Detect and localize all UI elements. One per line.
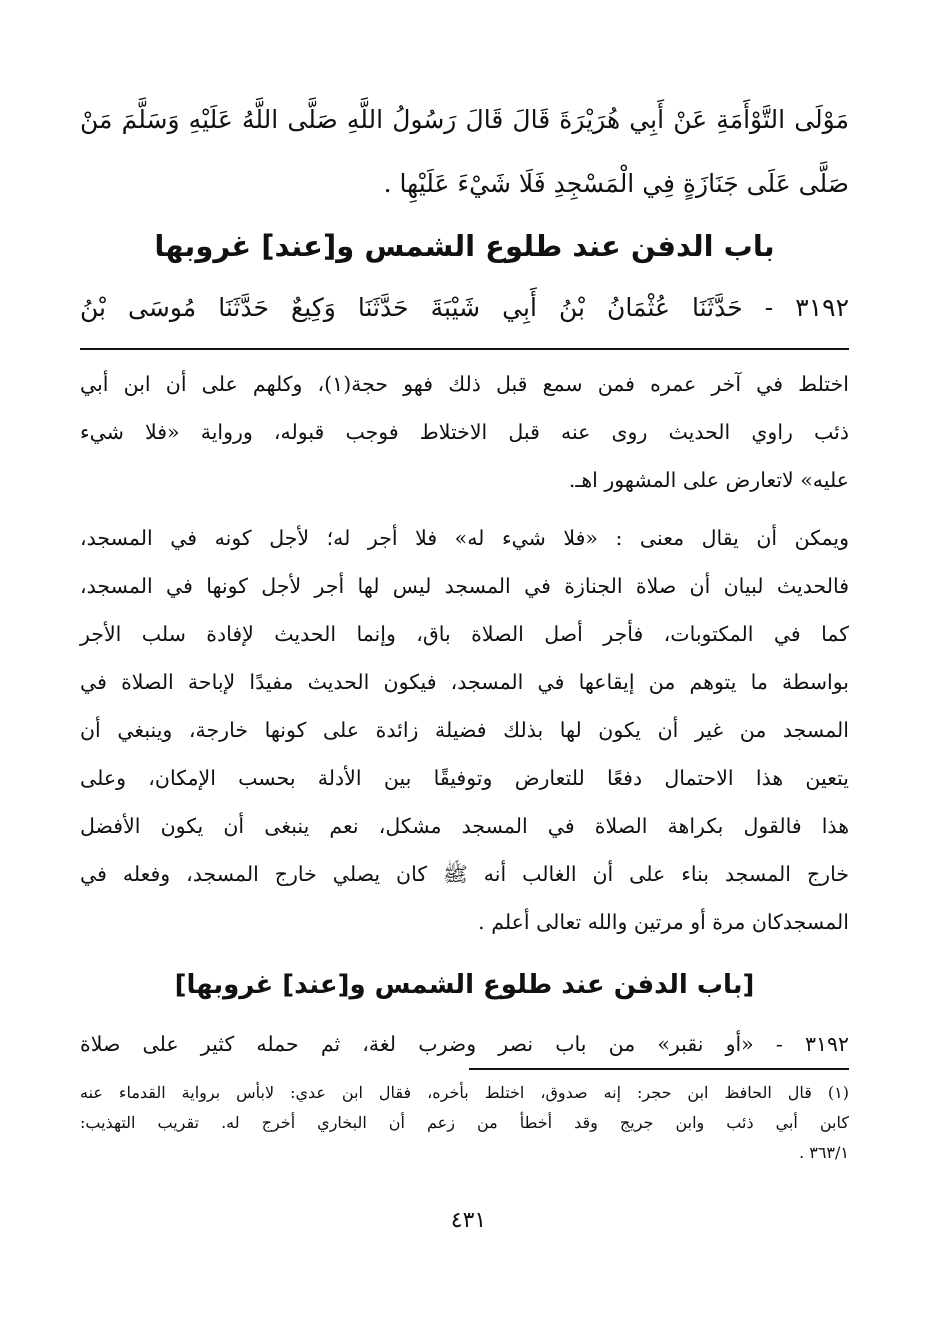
commentary-line: كما في المكتوبات، فأجر أصل الصلاة باق، وإنما الحديث لإفادة سلب الأجر bbox=[80, 622, 849, 646]
commentary-line: ذئب راوي الحديث روى عنه قبل الاختلاط فوجب قبوله، ورواية «فلا شيء bbox=[80, 420, 849, 444]
commentary-line: بواسطة ما يتوهم من إيقاعها في المسجد، فيكون الحديث مفيدًا لإباحة الصلاة في bbox=[80, 670, 849, 694]
hadith-line: صَلَّى عَلَى جَنَازَةٍ فِي الْمَسْجِدِ فَلَا شَيْءَ عَلَيْهِا . bbox=[383, 169, 849, 198]
text-commentary-divider bbox=[80, 348, 849, 350]
commentary-line: عليه» لاتعارض على المشهور اهـ. bbox=[568, 468, 849, 492]
page-number: ٤٣١ bbox=[450, 1208, 487, 1233]
hadith-line: مَوْلَى التَّوْأَمَةِ عَنْ أَبِي هُرَيْرَةَ قَالَ قَالَ رَسُولُ اللَّهِ صَلَّى اللَّهُ عَلَيْهِ وَسَلَّمَ مَنْ bbox=[80, 105, 849, 134]
footnote-block bbox=[80, 1078, 849, 1168]
hadith-start-line: ٣١٩٢ - حَدَّثَنَا عُثْمَانُ بْنُ أَبِي شَيْبَةَ حَدَّثَنَا وَكِيعٌ حَدَّثَنَا مُوسَى بْنُ bbox=[80, 293, 849, 322]
commentary-line: فالحديث لبيان أن صلاة الجنازة في المسجد ليس لها أجر لأجل كونها في المسجد، bbox=[80, 574, 849, 598]
commentary-line: خارج المسجد بناء على أن الغالب أنه ﷺ كان يصلي خارج المسجد، وفعله في bbox=[80, 862, 849, 886]
commentary-block bbox=[80, 360, 849, 1068]
commentary-line: هذا فالقول بكراهة الصلاة في المسجد مشكل، نعم ينبغى أن يكون الأفضل bbox=[80, 814, 849, 838]
footnote-line: (١) قال الحافظ ابن حجر: إنه صدوق، اختلط بأخره، فقال ابن عدي: لابأس برواية القدماء عنه bbox=[80, 1083, 849, 1102]
commentary-line: ويمكن أن يقال معنى : «فلا شيء له» فلا أجر له؛ لأجل كونه في المسجد، bbox=[80, 526, 849, 550]
footnote-line: كابن أبي ذئب وابن جريج وقد أخطأ من زعم أن البخاري أخرج له. تقريب التهذيب: bbox=[80, 1113, 850, 1132]
commentary-line: اختلط في آخر عمره فمن سمع قبل ذلك فهو حجة(١)، وكلهم على أن ابن أبي bbox=[80, 372, 849, 396]
commentary-line: ٣١٩٢ - «أو نقبر» من باب نصر وضرب لغة، ثم حمله كثير على صلاة bbox=[80, 1032, 849, 1056]
commentary-line: المسجدكان مرة أو مرتين والله تعالى أعلم . bbox=[478, 910, 849, 934]
commentary-line: يتعين هذا الاحتمال دفعًا للتعارض وتوفيقًا بين الأدلة بحسب الإمكان، وعلى bbox=[80, 766, 849, 790]
hadith-text-block bbox=[80, 88, 849, 216]
footnote-line: ٣٦٣/١ . bbox=[799, 1143, 849, 1162]
footnote-divider bbox=[80, 1068, 849, 1070]
chapter-heading: باب الدفن عند طلوع الشمس و[عند] غروبها bbox=[154, 229, 775, 263]
commentary-line: المسجد من غير أن يكون لها بذلك فضيلة زائدة على كونها خارجة، وينبغي أن bbox=[80, 718, 849, 742]
commentary-chapter-heading: [باب الدفن عند طلوع الشمس و[عند] غروبها] bbox=[174, 970, 755, 1000]
